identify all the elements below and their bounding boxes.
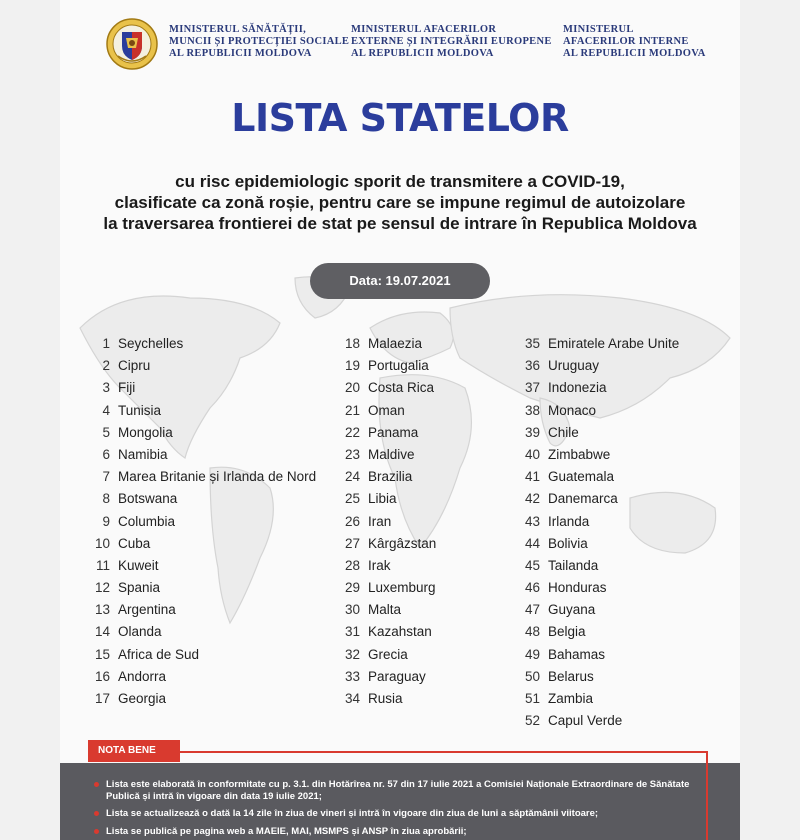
item-number: 43 bbox=[524, 513, 540, 529]
country-name: Kuweit bbox=[118, 557, 159, 573]
item-number: 48 bbox=[524, 624, 540, 640]
list-item bbox=[520, 467, 679, 489]
item-number: 5 bbox=[102, 424, 110, 440]
country-name: Monaco bbox=[548, 402, 597, 418]
item-number: 17 bbox=[94, 691, 110, 706]
announcement-sheet bbox=[60, 0, 740, 840]
ministry-line: EXTERNE ȘI INTEGRĂRII EUROPENE bbox=[351, 36, 552, 47]
country-name: Africa de Sud bbox=[118, 646, 200, 662]
country-name: Costa Rica bbox=[368, 380, 435, 396]
item-number: 37 bbox=[524, 380, 540, 396]
item-number: 26 bbox=[344, 513, 360, 529]
item-number: 49 bbox=[524, 646, 540, 662]
list-item bbox=[340, 334, 436, 356]
item-number: 38 bbox=[524, 402, 540, 418]
list-item bbox=[90, 534, 316, 556]
country-name: Zimbabwe bbox=[548, 446, 611, 462]
nota-bene-item: Lista este elaborată în conformitate cu p. 3.1. din Hotărîrea nr. 57 din 17 iulie 2021 a Comisiei Naționale Extraordinare de Sănătate Publică și intră în vigoare din data 19 iulie 2021; bbox=[106, 779, 710, 802]
list-item bbox=[90, 467, 316, 489]
item-number: 1 bbox=[102, 336, 110, 351]
item-number: 30 bbox=[344, 602, 360, 618]
country-name: Kârgâzstan bbox=[368, 535, 437, 551]
country-name: Panama bbox=[368, 424, 419, 440]
list-item bbox=[520, 489, 679, 511]
item-number: 3 bbox=[102, 380, 110, 396]
list-item bbox=[340, 645, 436, 667]
list-item bbox=[340, 578, 436, 600]
ministry-foreign-affairs-name bbox=[351, 24, 552, 60]
ministry-line: MINISTERUL bbox=[563, 24, 634, 35]
list-item bbox=[520, 622, 679, 644]
ministry-line: MINISTERUL SĂNĂTĂȚII, bbox=[169, 24, 307, 35]
list-item bbox=[520, 378, 679, 400]
list-item bbox=[340, 689, 436, 711]
country-name: Capul Verde bbox=[548, 713, 623, 729]
list-item bbox=[340, 445, 436, 467]
item-number: 45 bbox=[524, 557, 540, 573]
list-item bbox=[90, 512, 316, 534]
list-item bbox=[520, 600, 679, 622]
country-name: Maldive bbox=[368, 446, 415, 462]
list-item bbox=[340, 423, 436, 445]
item-number: 50 bbox=[524, 668, 540, 684]
country-name: Belgia bbox=[548, 624, 586, 640]
item-number: 44 bbox=[524, 535, 540, 551]
item-number: 42 bbox=[524, 491, 540, 507]
ministry-line: AL REPUBLICII MOLDOVA bbox=[563, 48, 706, 59]
country-name: Oman bbox=[368, 402, 405, 418]
list-item bbox=[520, 667, 679, 689]
country-name: Olanda bbox=[118, 624, 162, 640]
country-column-2 bbox=[340, 334, 436, 711]
list-item bbox=[520, 556, 679, 578]
nota-bene-item: Lista se actualizează o dată la 14 zile în ziua de vineri și intră în vigoare din ziua de luni a săptămânii viitoare; bbox=[106, 808, 710, 820]
item-number: 9 bbox=[102, 513, 110, 529]
item-number: 13 bbox=[94, 602, 110, 618]
item-number: 40 bbox=[524, 446, 540, 462]
item-number: 21 bbox=[344, 402, 360, 418]
list-item bbox=[340, 356, 436, 378]
item-number: 22 bbox=[344, 424, 360, 440]
nota-bene-item: Lista se publică pe pagina web a MAEIE, MAI, MSMPS și ANSP în ziua aprobării; bbox=[106, 826, 710, 838]
page-title: LISTA STATELOR bbox=[231, 96, 569, 140]
page-margin-left bbox=[0, 0, 60, 840]
list-item bbox=[340, 489, 436, 511]
header bbox=[106, 14, 720, 74]
item-number: 39 bbox=[524, 424, 540, 440]
list-item bbox=[90, 578, 316, 600]
country-name: Tunisia bbox=[118, 402, 162, 418]
item-number: 18 bbox=[344, 336, 360, 351]
nota-bene-box bbox=[60, 763, 740, 840]
item-number: 36 bbox=[524, 358, 540, 374]
ministry-line: MINISTERUL AFACERILOR bbox=[351, 24, 497, 35]
country-name: Namibia bbox=[118, 446, 168, 462]
list-item bbox=[340, 401, 436, 423]
list-item bbox=[90, 356, 316, 378]
item-number: 7 bbox=[102, 469, 110, 485]
list-item bbox=[520, 401, 679, 423]
country-column-1 bbox=[90, 334, 316, 711]
nota-bene-frame-edge bbox=[706, 751, 708, 840]
item-number: 31 bbox=[344, 624, 360, 640]
country-name: Bolivia bbox=[548, 535, 588, 551]
ministry-line: AL REPUBLICII MOLDOVA bbox=[169, 48, 312, 59]
list-item bbox=[90, 689, 316, 711]
country-name: Guatemala bbox=[548, 469, 615, 485]
list-item bbox=[90, 556, 316, 578]
list-item bbox=[520, 689, 679, 711]
item-number: 41 bbox=[524, 469, 540, 485]
ministry-line: MUNCII ȘI PROTECȚIEI SOCIALE bbox=[169, 36, 350, 47]
country-name: Rusia bbox=[368, 691, 403, 706]
list-item bbox=[340, 378, 436, 400]
item-number: 6 bbox=[102, 446, 110, 462]
ministry-line: AL REPUBLICII MOLDOVA bbox=[351, 48, 494, 59]
country-name: Irak bbox=[368, 557, 391, 573]
country-name: Georgia bbox=[118, 691, 167, 706]
list-item bbox=[340, 512, 436, 534]
item-number: 4 bbox=[102, 402, 110, 418]
country-column-3 bbox=[520, 334, 679, 733]
item-number: 28 bbox=[344, 557, 360, 573]
list-item bbox=[90, 445, 316, 467]
item-number: 24 bbox=[344, 469, 360, 485]
country-name: Danemarca bbox=[548, 491, 618, 507]
country-name: Belarus bbox=[548, 668, 594, 684]
list-item bbox=[90, 667, 316, 689]
country-name: Cipru bbox=[118, 358, 151, 374]
item-number: 2 bbox=[102, 358, 110, 374]
item-number: 12 bbox=[94, 580, 110, 596]
item-number: 10 bbox=[94, 535, 110, 551]
country-name: Malaezia bbox=[368, 336, 423, 351]
country-name: Seychelles bbox=[118, 336, 184, 351]
list-item bbox=[90, 645, 316, 667]
ministry-internal-affairs-name bbox=[563, 24, 706, 60]
item-number: 33 bbox=[344, 668, 360, 684]
country-name: Tailanda bbox=[548, 557, 599, 573]
list-item bbox=[520, 711, 679, 733]
list-item bbox=[340, 534, 436, 556]
list-item bbox=[340, 600, 436, 622]
item-number: 19 bbox=[344, 358, 360, 374]
item-number: 29 bbox=[344, 580, 360, 596]
country-name: Mongolia bbox=[118, 424, 173, 440]
country-name: Kazahstan bbox=[368, 624, 432, 640]
list-item bbox=[520, 645, 679, 667]
country-name: Indonezia bbox=[548, 380, 607, 396]
list-item bbox=[90, 600, 316, 622]
item-number: 47 bbox=[524, 602, 540, 618]
list-item bbox=[90, 401, 316, 423]
list-item bbox=[90, 489, 316, 511]
country-name: Spania bbox=[118, 580, 161, 596]
list-item bbox=[520, 334, 679, 356]
list-item bbox=[520, 578, 679, 600]
page-margin-right bbox=[740, 0, 800, 840]
list-item bbox=[340, 556, 436, 578]
item-number: 23 bbox=[344, 446, 360, 462]
subtitle-line: la traversarea frontierei de stat pe sensul de intrare în Republica Moldova bbox=[103, 214, 697, 233]
country-name: Columbia bbox=[118, 513, 176, 529]
list-item bbox=[90, 334, 316, 356]
item-number: 27 bbox=[344, 535, 360, 551]
item-number: 32 bbox=[344, 646, 360, 662]
ministry-health-name bbox=[169, 24, 349, 60]
list-item bbox=[520, 445, 679, 467]
list-item bbox=[340, 467, 436, 489]
list-item bbox=[520, 356, 679, 378]
item-number: 34 bbox=[344, 691, 360, 706]
list-item bbox=[90, 622, 316, 644]
item-number: 52 bbox=[524, 713, 540, 729]
country-name: Andorra bbox=[118, 668, 167, 684]
country-name: Portugalia bbox=[368, 358, 429, 374]
country-name: Fiji bbox=[118, 380, 136, 396]
item-number: 46 bbox=[524, 580, 540, 596]
country-name: Paraguay bbox=[368, 668, 426, 684]
country-name: Bahamas bbox=[548, 646, 606, 662]
list-item bbox=[520, 534, 679, 556]
country-name: Luxemburg bbox=[368, 580, 436, 596]
country-name: Chile bbox=[548, 424, 579, 440]
item-number: 8 bbox=[102, 491, 110, 507]
country-name: Uruguay bbox=[548, 358, 600, 374]
country-name: Marea Britanie și Irlanda de Nord bbox=[118, 469, 317, 485]
item-number: 11 bbox=[95, 557, 110, 573]
item-number: 15 bbox=[94, 646, 110, 662]
country-name: Libia bbox=[368, 491, 397, 507]
date-badge: Data: 19.07.2021 bbox=[310, 263, 490, 299]
subtitle-line: cu risc epidemiologic sporit de transmitere a COVID-19, bbox=[175, 172, 625, 191]
list-item bbox=[90, 423, 316, 445]
item-number: 20 bbox=[344, 380, 360, 396]
item-number: 16 bbox=[94, 668, 110, 684]
item-number: 25 bbox=[344, 491, 360, 507]
page-subtitle bbox=[60, 171, 740, 234]
country-name: Argentina bbox=[118, 602, 176, 618]
country-name: Zambia bbox=[548, 691, 594, 706]
list-item bbox=[340, 622, 436, 644]
country-name: Emiratele Arabe Unite bbox=[548, 336, 680, 351]
nota-bene-label: NOTA BENE bbox=[88, 740, 180, 762]
item-number: 14 bbox=[94, 624, 110, 640]
item-number: 35 bbox=[524, 336, 540, 351]
country-name: Brazilia bbox=[368, 469, 413, 485]
coat-of-arms-icon bbox=[106, 16, 158, 72]
country-name: Cuba bbox=[118, 535, 151, 551]
country-name: Guyana bbox=[548, 602, 596, 618]
country-name: Botswana bbox=[118, 491, 178, 507]
nota-bene-divider bbox=[88, 751, 708, 753]
country-name: Irlanda bbox=[548, 513, 590, 529]
ministry-line: AFACERILOR INTERNE bbox=[563, 36, 689, 47]
country-name: Malta bbox=[368, 602, 402, 618]
list-item bbox=[340, 667, 436, 689]
item-number: 51 bbox=[524, 691, 540, 706]
subtitle-line: clasificate ca zonă roșie, pentru care se impune regimul de autoizolare bbox=[114, 193, 686, 212]
country-name: Grecia bbox=[368, 646, 408, 662]
country-name: Honduras bbox=[548, 580, 607, 596]
country-name: Iran bbox=[368, 513, 392, 529]
list-item bbox=[520, 512, 679, 534]
list-item bbox=[90, 378, 316, 400]
list-item bbox=[520, 423, 679, 445]
